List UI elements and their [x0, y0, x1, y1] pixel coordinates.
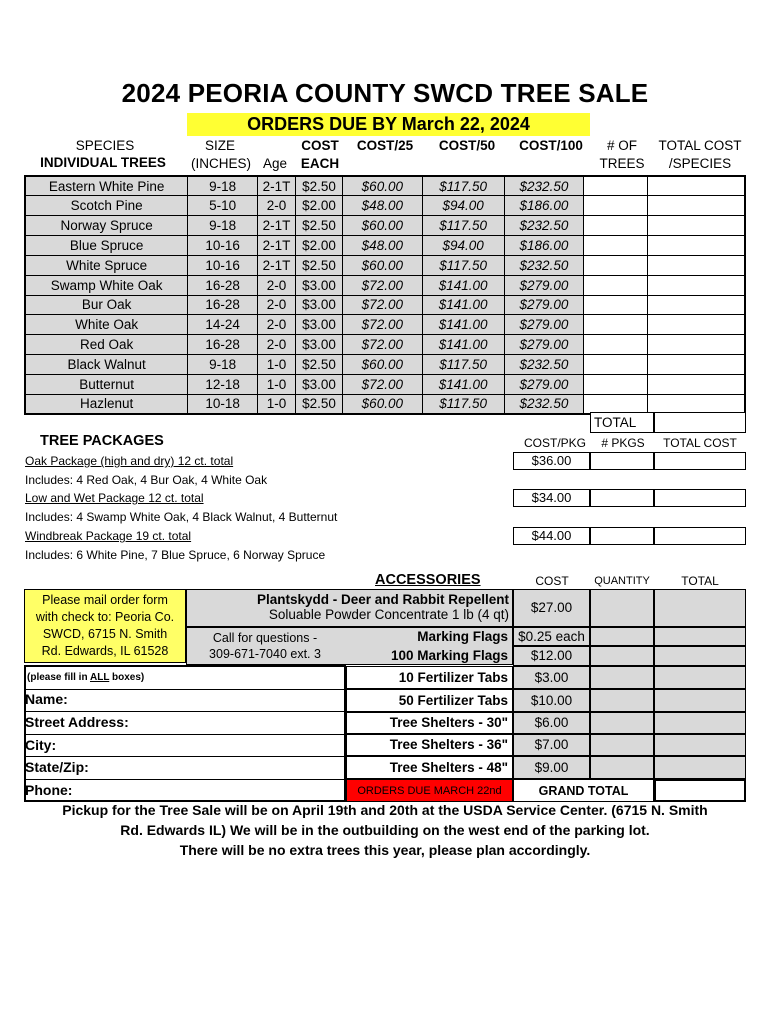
tree-age: 2-0	[258, 335, 296, 355]
tree-age: 2-0	[258, 196, 296, 216]
header-num-of: # OF	[606, 138, 637, 153]
accessory-total-field[interactable]	[654, 627, 746, 646]
orders-due-banner: ORDERS DUE BY March 22, 2024	[187, 113, 590, 136]
tree-c50: $141.00	[422, 335, 504, 355]
packages-col-cost: COST/PKG	[523, 436, 586, 450]
package-includes: Includes: 4 Swamp White Oak, 4 Black Walnut, 4 Butternut	[25, 510, 338, 524]
tree-qty-field[interactable]	[584, 355, 648, 375]
tree-c100: $232.50	[504, 216, 584, 236]
state-zip-input[interactable]	[103, 757, 343, 779]
tree-row	[25, 236, 745, 256]
tree-row	[25, 335, 745, 355]
tree-c25: $72.00	[342, 295, 422, 315]
package-includes: Includes: 4 Red Oak, 4 Bur Oak, 4 White Oak	[25, 473, 268, 487]
tree-age: 2-0	[258, 275, 296, 295]
tree-row	[25, 295, 745, 315]
tree-total-field[interactable]	[647, 315, 745, 335]
header-each: EACH	[300, 156, 340, 171]
plantskydd-line2: Soluable Powder Concentrate 1 lb (4 qt)	[268, 607, 509, 622]
tree-row	[25, 315, 745, 335]
tree-qty-field[interactable]	[584, 176, 648, 196]
tree-size: 12-18	[188, 374, 258, 394]
call-note	[200, 630, 330, 662]
tree-c25: $60.00	[342, 355, 422, 375]
tree-each: $3.00	[296, 335, 343, 355]
fill-note-suffix: boxes)	[109, 672, 145, 683]
state-zip-label: State/Zip:	[25, 759, 89, 775]
tree-c50: $141.00	[422, 295, 504, 315]
tree-size: 10-16	[188, 255, 258, 275]
accessories-heading: ACCESSORIES	[375, 572, 481, 588]
tree-c25: $60.00	[342, 216, 422, 236]
tree-size: 9-18	[188, 176, 258, 196]
tree-total-field[interactable]	[647, 196, 745, 216]
call-note-line: Call for questions -	[212, 631, 318, 645]
tree-species: Black Walnut	[25, 355, 188, 375]
accessory-qty-field[interactable]	[590, 712, 654, 734]
accessory-total-field[interactable]	[654, 734, 746, 756]
tree-species: Red Oak	[25, 335, 188, 355]
tree-c25: $72.00	[342, 275, 422, 295]
tree-qty-field[interactable]	[584, 275, 648, 295]
page-title: 2024 PEORIA COUNTY SWCD TREE SALE	[121, 78, 649, 108]
header-cost: COST	[301, 138, 339, 153]
accessory-cost: $7.00	[513, 734, 590, 756]
accessory-cost: $3.00	[513, 666, 590, 689]
package-name: Oak Package (high and dry) 12 ct. total	[25, 454, 234, 468]
accessory-qty-field[interactable]	[590, 666, 654, 689]
tree-size: 5-10	[188, 196, 258, 216]
tree-age: 2-0	[258, 295, 296, 315]
plantskydd-total-field[interactable]	[654, 589, 746, 627]
tree-c50: $94.00	[422, 196, 504, 216]
tree-age: 1-0	[258, 355, 296, 375]
plantskydd-cost: $27.00	[513, 589, 590, 627]
package-cost: $36.00	[513, 452, 590, 470]
accessory-qty-field[interactable]	[590, 756, 654, 779]
tree-qty-field[interactable]	[584, 315, 648, 335]
grand-total-field[interactable]	[654, 779, 746, 802]
tree-c100: $232.50	[504, 176, 584, 196]
accessory-total-field[interactable]	[654, 646, 746, 666]
orders-due-red-label: ORDERS DUE MARCH 22nd	[346, 779, 513, 802]
street-label: Street Address:	[25, 714, 129, 730]
tree-qty-field[interactable]	[584, 236, 648, 256]
tree-qty-field[interactable]	[584, 255, 648, 275]
accessory-name: Tree Shelters - 30"	[389, 715, 508, 730]
package-qty-field[interactable]	[590, 527, 654, 545]
tree-size: 9-18	[188, 355, 258, 375]
package-qty-field[interactable]	[590, 452, 654, 470]
footer-line2: Rd. Edwards IL) We will be in the outbuilding on the west end of the parking lot.	[120, 822, 650, 838]
tree-total-field[interactable]	[647, 255, 745, 275]
tree-c100: $279.00	[504, 275, 584, 295]
footer-line1: Pickup for the Tree Sale will be on April 19th and 20th at the USDA Service Center. (6715 N. Smith	[62, 802, 708, 818]
tree-total-field[interactable]	[647, 176, 745, 196]
tree-c25: $48.00	[342, 236, 422, 256]
tree-qty-field[interactable]	[584, 295, 648, 315]
tree-species: Scotch Pine	[25, 196, 188, 216]
packages-col-pkgs: # PKGS	[601, 436, 645, 450]
tree-species: Butternut	[25, 374, 188, 394]
tree-qty-field[interactable]	[584, 216, 648, 236]
tree-c100: $232.50	[504, 394, 584, 414]
name-input[interactable]	[80, 690, 342, 712]
tree-qty-field[interactable]	[584, 196, 648, 216]
tree-c100: $232.50	[504, 255, 584, 275]
tree-age: 2-1T	[258, 255, 296, 275]
tree-row	[25, 196, 745, 216]
header-cost25: COST/25	[356, 138, 414, 153]
accessory-total-field[interactable]	[654, 756, 746, 779]
tree-row	[25, 355, 745, 375]
tree-c25: $72.00	[342, 335, 422, 355]
tree-age: 2-1T	[258, 176, 296, 196]
tree-age: 2-0	[258, 315, 296, 335]
header-age: Age	[262, 156, 288, 171]
tree-age: 1-0	[258, 374, 296, 394]
call-note-line: 309-671-7040 ext. 3	[209, 647, 321, 661]
tree-row	[25, 275, 745, 295]
tree-row	[25, 255, 745, 275]
tree-size: 16-28	[188, 335, 258, 355]
tree-size: 16-28	[188, 275, 258, 295]
accessory-qty-field[interactable]	[590, 627, 654, 646]
tree-each: $2.00	[296, 196, 343, 216]
tree-c50: $141.00	[422, 275, 504, 295]
tree-total-field[interactable]	[647, 236, 745, 256]
tree-each: $2.50	[296, 216, 343, 236]
fill-note-prefix: (please fill in	[27, 672, 90, 683]
accessory-qty-field[interactable]	[590, 734, 654, 756]
mail-note-line: Rd. Edwards, IL 61528	[41, 644, 169, 658]
tree-species: Norway Spruce	[25, 216, 188, 236]
accessory-cost: $12.00	[513, 646, 590, 666]
mail-note-line: SWCD, 6715 N. Smith	[42, 627, 168, 641]
tree-size: 9-18	[188, 216, 258, 236]
tree-each: $3.00	[296, 374, 343, 394]
accessory-name: Marking Flags	[417, 629, 508, 644]
header-cost100: COST/100	[519, 138, 583, 153]
tree-species: Bur Oak	[25, 295, 188, 315]
tree-species: Eastern White Pine	[25, 176, 188, 196]
tree-c50: $141.00	[422, 374, 504, 394]
tree-c25: $48.00	[342, 196, 422, 216]
tree-c25: $72.00	[342, 315, 422, 335]
header-size: SIZE	[204, 138, 235, 153]
tree-total-field[interactable]	[647, 355, 745, 375]
accessories-col-qty: QUANTITY	[594, 575, 650, 587]
tree-total-field[interactable]	[647, 295, 745, 315]
package-cost: $34.00	[513, 489, 590, 507]
tree-c100: $279.00	[504, 295, 584, 315]
city-label: City:	[25, 737, 57, 753]
package-total-field[interactable]	[654, 489, 746, 507]
header-per-species: /SPECIES	[668, 156, 732, 171]
tree-c50: $117.50	[422, 355, 504, 375]
accessory-qty-field[interactable]	[590, 689, 654, 712]
accessory-cost: $0.25 each	[513, 627, 590, 646]
tree-each: $3.00	[296, 315, 343, 335]
package-qty-field[interactable]	[590, 489, 654, 507]
tree-c25: $60.00	[342, 394, 422, 414]
tree-each: $3.00	[296, 275, 343, 295]
tree-c100: $279.00	[504, 335, 584, 355]
tree-species: White Spruce	[25, 255, 188, 275]
tree-c50: $94.00	[422, 236, 504, 256]
package-name: Windbreak Package 19 ct. total	[25, 529, 192, 543]
tree-each: $2.50	[296, 355, 343, 375]
plantskydd-cell	[186, 589, 513, 627]
accessory-cost: $9.00	[513, 756, 590, 779]
header-cost50: COST/50	[438, 138, 496, 153]
grand-total-label: GRAND TOTAL	[513, 779, 654, 802]
tree-size: 16-28	[188, 295, 258, 315]
trees-total-field[interactable]	[654, 412, 746, 433]
tree-size: 10-16	[188, 236, 258, 256]
street-input[interactable]	[145, 712, 343, 734]
tree-c100: $186.00	[504, 196, 584, 216]
fill-note-all: ALL	[89, 672, 110, 683]
package-total-field[interactable]	[654, 527, 746, 545]
header-trees: TREES	[599, 156, 645, 171]
mail-order-note	[24, 589, 186, 663]
phone-input[interactable]	[83, 780, 343, 802]
tree-c50: $117.50	[422, 216, 504, 236]
tree-qty-field[interactable]	[584, 335, 648, 355]
tree-species: White Oak	[25, 315, 188, 335]
footer-line3: There will be no extra trees this year, please plan accordingly.	[179, 842, 591, 858]
accessory-name: 50 Fertilizer Tabs	[398, 693, 508, 708]
tree-size: 14-24	[188, 315, 258, 335]
tree-c50: $117.50	[422, 255, 504, 275]
tree-c50: $117.50	[422, 176, 504, 196]
accessory-total-field[interactable]	[654, 689, 746, 712]
tree-species: Blue Spruce	[25, 236, 188, 256]
accessory-qty-field[interactable]	[590, 646, 654, 666]
tree-c25: $60.00	[342, 255, 422, 275]
tree-each: $2.50	[296, 255, 343, 275]
tree-each: $2.00	[296, 236, 343, 256]
tree-each: $2.50	[296, 394, 343, 414]
tree-c100: $186.00	[504, 236, 584, 256]
tree-total-field[interactable]	[647, 275, 745, 295]
tree-c50: $141.00	[422, 315, 504, 335]
tree-c100: $279.00	[504, 315, 584, 335]
tree-c100: $232.50	[504, 355, 584, 375]
city-input[interactable]	[68, 735, 343, 757]
tree-c25: $60.00	[342, 176, 422, 196]
package-cost: $44.00	[513, 527, 590, 545]
tree-age: 2-1T	[258, 216, 296, 236]
tree-each: $2.50	[296, 176, 343, 196]
header-individual-trees: INDIVIDUAL TREES	[40, 155, 166, 170]
accessory-cost: $10.00	[513, 689, 590, 712]
accessory-cost: $6.00	[513, 712, 590, 734]
accessory-name: Tree Shelters - 36"	[389, 737, 508, 752]
header-inches: (INCHES)	[191, 156, 251, 171]
tree-species: Hazlenut	[25, 394, 188, 414]
tree-each: $3.00	[296, 295, 343, 315]
header-total-cost: TOTAL COST	[658, 138, 742, 153]
packages-heading: TREE PACKAGES	[40, 433, 164, 449]
plantskydd-line1: Plantskydd - Deer and Rabbit Repellent	[256, 592, 509, 607]
tree-size: 10-18	[188, 394, 258, 414]
accessory-total-field[interactable]	[654, 666, 746, 689]
tree-age: 1-0	[258, 394, 296, 414]
accessories-col-cost: COST	[535, 574, 569, 588]
package-includes: Includes: 6 White Pine, 7 Blue Spruce, 6 Norway Spruce	[25, 548, 326, 562]
tree-row	[25, 176, 745, 196]
tree-total-field[interactable]	[647, 374, 745, 394]
header-species: SPECIES	[75, 138, 135, 153]
tree-row	[25, 216, 745, 236]
tree-species: Swamp White Oak	[25, 275, 188, 295]
fill-all-note	[27, 672, 144, 683]
tree-c100: $279.00	[504, 374, 584, 394]
tree-age: 2-1T	[258, 236, 296, 256]
packages-col-total: TOTAL COST	[663, 436, 737, 450]
tree-qty-field[interactable]	[584, 374, 648, 394]
trees-total-label: TOTAL	[590, 412, 654, 433]
tree-c25: $72.00	[342, 374, 422, 394]
tree-total-field[interactable]	[647, 335, 745, 355]
accessory-name: 10 Fertilizer Tabs	[398, 670, 508, 685]
trees-table	[24, 175, 746, 415]
accessory-total-field[interactable]	[654, 712, 746, 734]
mail-note-line: with check to: Peoria Co.	[35, 610, 175, 624]
accessory-name: 100 Marking Flags	[390, 648, 508, 663]
tree-c50: $117.50	[422, 394, 504, 414]
plantskydd-qty-field[interactable]	[590, 589, 654, 627]
package-total-field[interactable]	[654, 452, 746, 470]
accessories-col-total: TOTAL	[681, 574, 719, 588]
package-name: Low and Wet Package 12 ct. total	[25, 491, 204, 505]
name-label: Name:	[25, 691, 68, 707]
tree-row	[25, 374, 745, 394]
tree-total-field[interactable]	[647, 216, 745, 236]
mail-note-line: Please mail order form	[42, 593, 168, 607]
accessory-name: Tree Shelters - 48"	[389, 760, 508, 775]
phone-label: Phone:	[25, 782, 73, 798]
